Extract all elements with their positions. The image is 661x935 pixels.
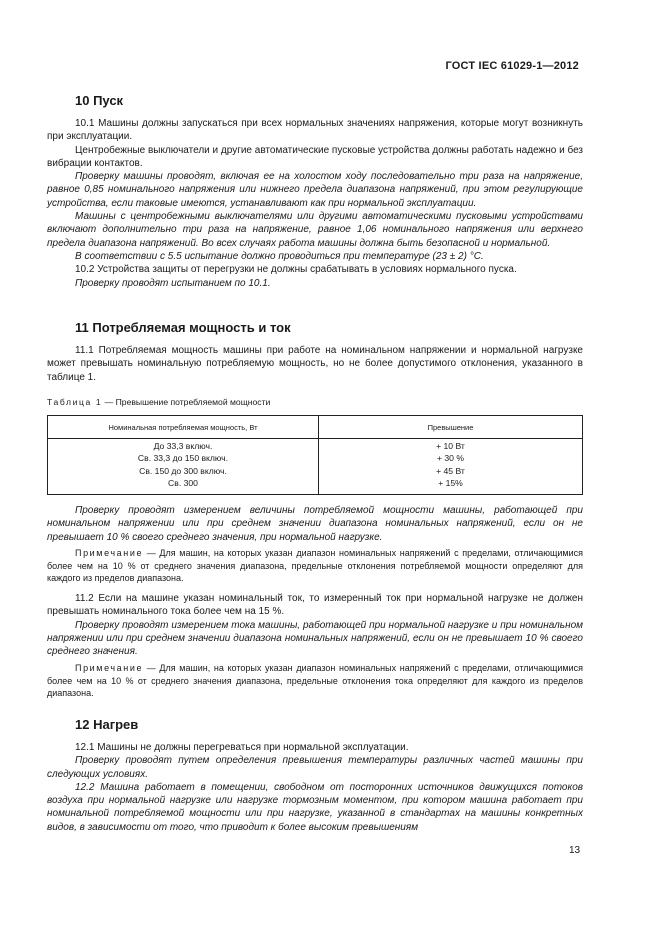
section-11-power-check bbox=[47, 504, 583, 544]
table-row bbox=[48, 439, 583, 495]
paragraph: Проверку проводят путем определения превышения температуры различных частей машины при следующих условиях. bbox=[47, 755, 583, 780]
note-paragraph bbox=[47, 662, 583, 700]
page-number: 13 bbox=[569, 845, 581, 856]
note-label: Примечание bbox=[75, 663, 144, 673]
table-cell: До 33,3 включ. bbox=[153, 441, 213, 451]
table-cell: Св. 33,3 до 150 включ. bbox=[137, 453, 229, 464]
table-cell: Св. 150 до 300 включ. bbox=[139, 465, 227, 476]
section-10-body bbox=[47, 117, 583, 290]
note-2 bbox=[47, 662, 583, 700]
paragraph: Машины с центробежными выключателями или другими автоматическими пусковыми устройствами включают дополнительно три раза на напряжение, равное 1,06 номинального напряжения или верхнего предела диапазона напряжений. Во всех случаях работа машины должна быть безопасной и нормальной. bbox=[47, 211, 583, 249]
section-12-body bbox=[47, 741, 583, 834]
table-cell: + 15% bbox=[438, 478, 463, 489]
paragraph: 10.2 Устройства защиты от перегрузки не должны срабатывать в условиях нормального пуска. bbox=[75, 264, 517, 276]
section-10-title: 10 Пуск bbox=[75, 93, 124, 108]
section-12-title: 12 Нагрев bbox=[75, 717, 139, 732]
paragraph: Проверку проводят испытанием по 10.1. bbox=[75, 277, 271, 289]
table-caption-text: — Превышение потребляемой мощности bbox=[102, 397, 271, 407]
note-paragraph bbox=[47, 547, 583, 585]
document-header: ГОСТ IEC 61029-1—2012 bbox=[445, 60, 579, 72]
note-label: Примечание bbox=[75, 548, 144, 558]
section-11-intro bbox=[47, 344, 583, 384]
table-header-row bbox=[48, 416, 583, 439]
section-11-current bbox=[47, 592, 583, 658]
table-cell: + 45 Вт bbox=[436, 465, 465, 476]
section-11-title: 11 Потребляемая мощность и ток bbox=[75, 320, 291, 335]
table-caption-label: Таблица 1 bbox=[47, 397, 103, 407]
paragraph: 11.2 Если на машине указан номинальный ток, то измеренный ток при нормальной нагрузке не должен превышать номинального тока более чем на 15 %. bbox=[47, 593, 583, 618]
paragraph: Проверку машины проводят, включая ее на холостом ходу последовательно три раза на напряжение, равное 0,85 номинального напряжения или нижнего предела диапазона напряжений, при этом регулирующие устройства, если таковые имеются, устанавливают как при нормальной эксплуатации. bbox=[47, 171, 583, 209]
paragraph: 10.1 Машины должны запускаться при всех нормальных значениях напряжения, которые могут возникнуть при эксплуатации. bbox=[47, 118, 583, 143]
power-table bbox=[47, 415, 583, 495]
paragraph: Центробежные выключатели и другие автоматические пусковые устройства должны работать надежно и без вибрации контактов. bbox=[47, 144, 583, 169]
table-cell: + 10 Вт bbox=[436, 441, 465, 451]
paragraph: 12.2 Машина работает в помещении, свободном от посторонних источников движущихся потоков воздуха при нормальной нагрузке или нагрузке тормозным моментом, при котором машина работает при номинальной потребляемой мощности или при нагрузке, указанной в стандартах на машины конкретных видов, в зависимости от того, что приводит к более высоким превышениям bbox=[47, 781, 583, 833]
note-text: — Для машин, на которых указан диапазон номинальных напряжений с пределами, отличающимися более чем на 10 % от среднего значения диапазона, предельные отклонения потребляемой мощности определяют для каждого из пределов диапазона. bbox=[47, 548, 583, 584]
paragraph: Проверку проводят измерением величины потребляемой мощности машины, работающей при номинальном напряжении или при среднем значении диапазона номинальных напряжений, если он не превышает 10 % своего среднего значения, при нормальной нагрузке. bbox=[47, 505, 583, 543]
table-cell: Св. 300 bbox=[168, 478, 198, 489]
table-header-cell: Номинальная потребляемая мощность, Вт bbox=[48, 416, 319, 439]
paragraph: В соответствии с 5.5 испытание должно проводиться при температуре (23 ± 2) °С. bbox=[75, 250, 484, 262]
table-column-excess bbox=[319, 439, 583, 495]
table-column-power bbox=[48, 439, 319, 495]
paragraph: Проверку проводят измерением тока машины, работающей при нормальной нагрузке и при номинальном напряжении или при среднем значении диапазона номинальных напряжений, если он не превышает 10 % своего среднего значения. bbox=[47, 619, 583, 658]
note-1 bbox=[47, 547, 583, 585]
table-cell: + 30 % bbox=[437, 453, 464, 464]
paragraph: 12.1 Машины не должны перегреваться при нормальной эксплуатации. bbox=[75, 742, 409, 753]
table-caption bbox=[47, 397, 270, 407]
note-text: — Для машин, на которых указан диапазон номинальных напряжений с пределами, отличающимися более чем на 10 % от среднего значения диапазона, предельные отклонения тока определяют для каждого из пределов диапазона. bbox=[47, 663, 583, 699]
table-header-cell: Превышение bbox=[319, 416, 583, 439]
paragraph: 11.1 Потребляемая мощность машины при работе на номинальном напряжении и нормальной нагрузке может превышать номинальную потребляемую мощность, но не более допустимого отклонения, указанного в таблице 1. bbox=[47, 345, 583, 383]
